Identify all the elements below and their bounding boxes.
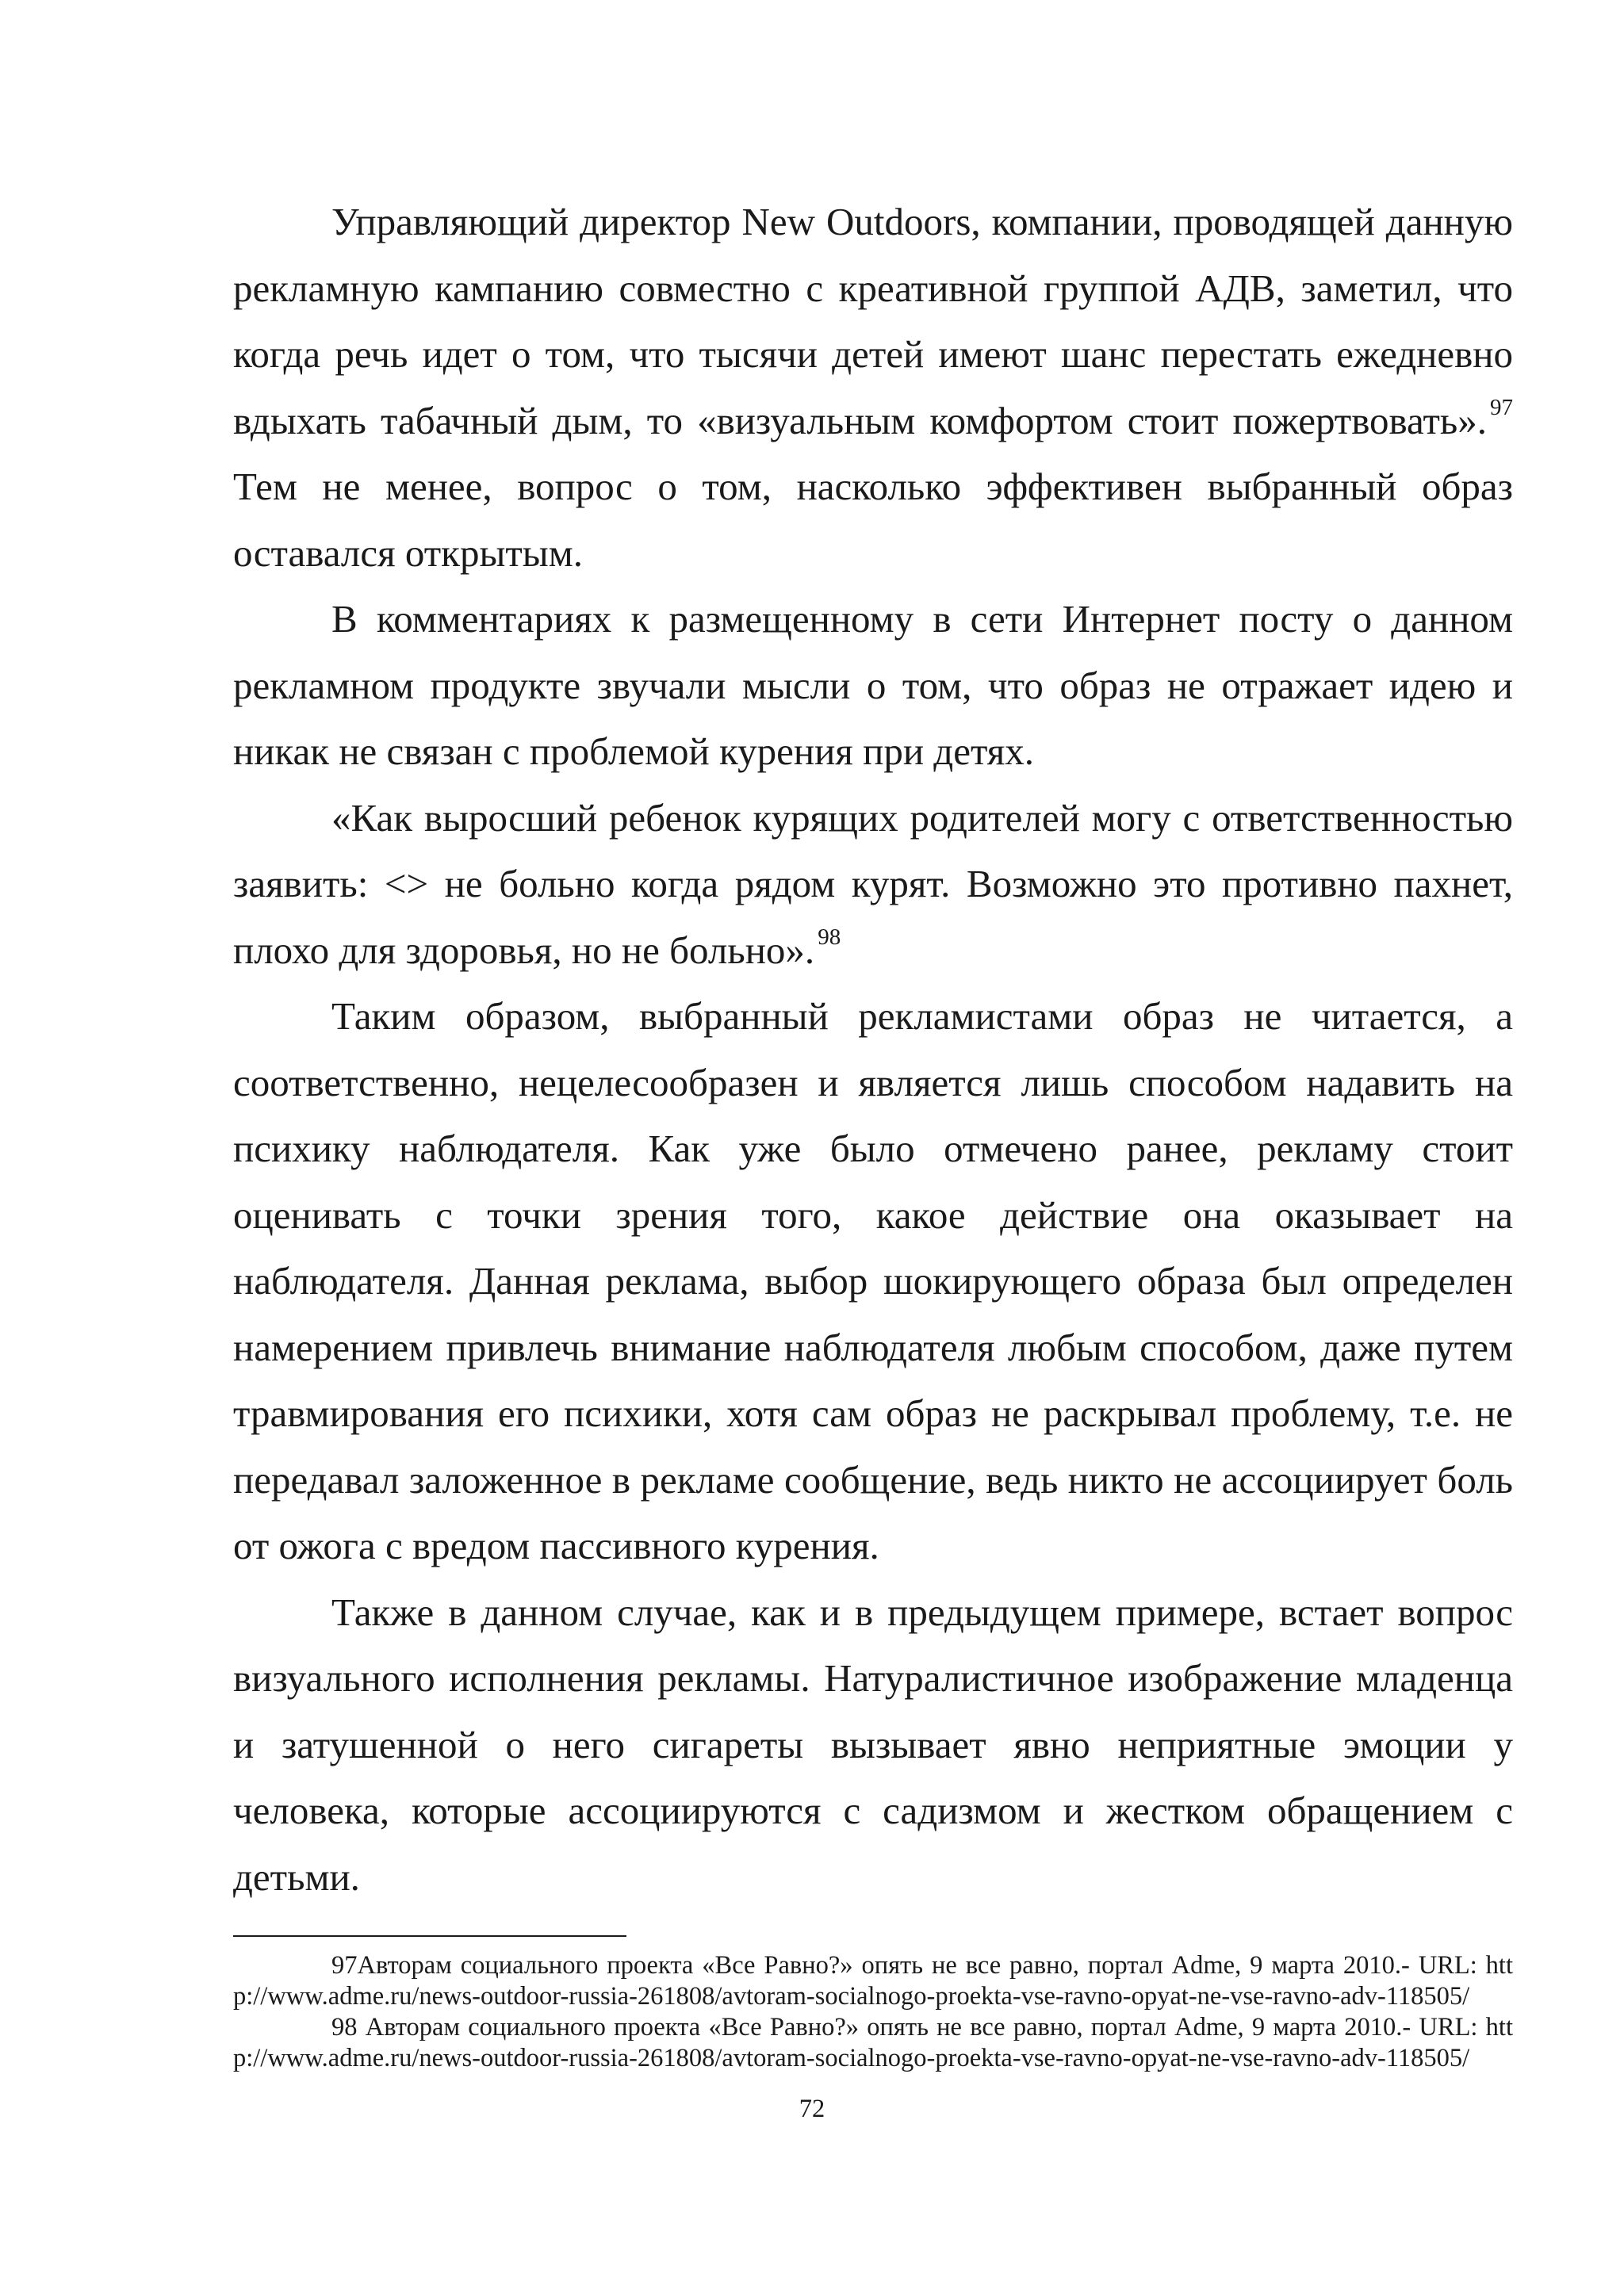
paragraph-4-text: Таким образом, выбранный рекламистами образ не читается, а соответственно, нецелесообразен и является лишь способом надавить на психику наблюдателя. Как уже было отмечено ранее, рекламу стоит оценивать с точки зрения того, какое действие она оказывает на наблюдателя. Данная реклама, выбор шокирующего образа был определен намерением привлечь внимание наблюдателя любым способом, даже путем травмирования его психики, хотя сам образ не раскрывал проблему, т.е. не передавал заложенное в рекламе сообщение, ведь никто не ассоциирует боль от ожога с вредом пассивного курения. <box>233 994 1513 1567</box>
paragraph-2 <box>233 586 1513 785</box>
footnote-98: 98 Авторам социального проекта «Все Равно?» опять не все равно, портал Adme, 9 марта 2010.- URL: http://www.adme.ru/news-outdoor-russia-261808/avtoram-socialnogo-proekta-vse-ravno-opyat-ne-vse-ravno-adv-118505/ <box>233 2013 1513 2072</box>
paragraph-3-text: «Как выросший ребенок курящих родителей могу с ответственностью заявить: <> не больно когда рядом курят. Возможно это противно пахнет, плохо для здоровья, но не больно». <box>233 795 1513 972</box>
paragraph-1 <box>233 189 1513 586</box>
paragraph-1-text: Управляющий директор New Outdoors, компании, проводящей данную рекламную кампанию совместно с креативной группой АДВ, заметил, что когда речь идет о том, что тысячи детей имеют шанс перестать ежедневно вдыхать табачный дым, то «визуальным комфортом стоит пожертвовать». <box>233 200 1513 442</box>
document-body <box>233 189 1513 1910</box>
footnote-ref-97[interactable]: 97 <box>1490 394 1513 420</box>
footnotes <box>233 1950 1513 2074</box>
footnote-separator <box>233 1935 626 1937</box>
page-number: 72 <box>799 2095 825 2123</box>
paragraph-2-text: В комментариях к размещенному в сети Интернет посту о данном рекламном продукте звучали мысли о том, что образ не отражает идею и никак не связан с проблемой курения при детях. <box>233 597 1513 773</box>
paragraph-4 <box>233 983 1513 1579</box>
paragraph-3-quote <box>233 785 1513 984</box>
footnote-97: 97Авторам социального проекта «Все Равно?» опять не все равно, портал Adme, 9 марта 2010.- URL: http://www.adme.ru/news-outdoor-russia-261808/avtoram-socialnogo-proekta-vse-ravno-opyat-ne-vse-ravno-adv-118505/ <box>233 1951 1513 2011</box>
footnote-ref-98[interactable]: 98 <box>818 924 841 950</box>
paragraph-5-text: Также в данном случае, как и в предыдущем примере, встает вопрос визуального исполнения рекламы. Натуралистичное изображение младенца и затушенной о него сигареты вызывает явно неприятные эмоции у человека, которые ассоциируются с садизмом и жестком обращением с детьми. <box>233 1590 1513 1899</box>
paragraph-1-tail: Тем не менее, вопрос о том, насколько эффективен выбранный образ оставался открытым. <box>233 465 1513 575</box>
paragraph-5 <box>233 1579 1513 1911</box>
